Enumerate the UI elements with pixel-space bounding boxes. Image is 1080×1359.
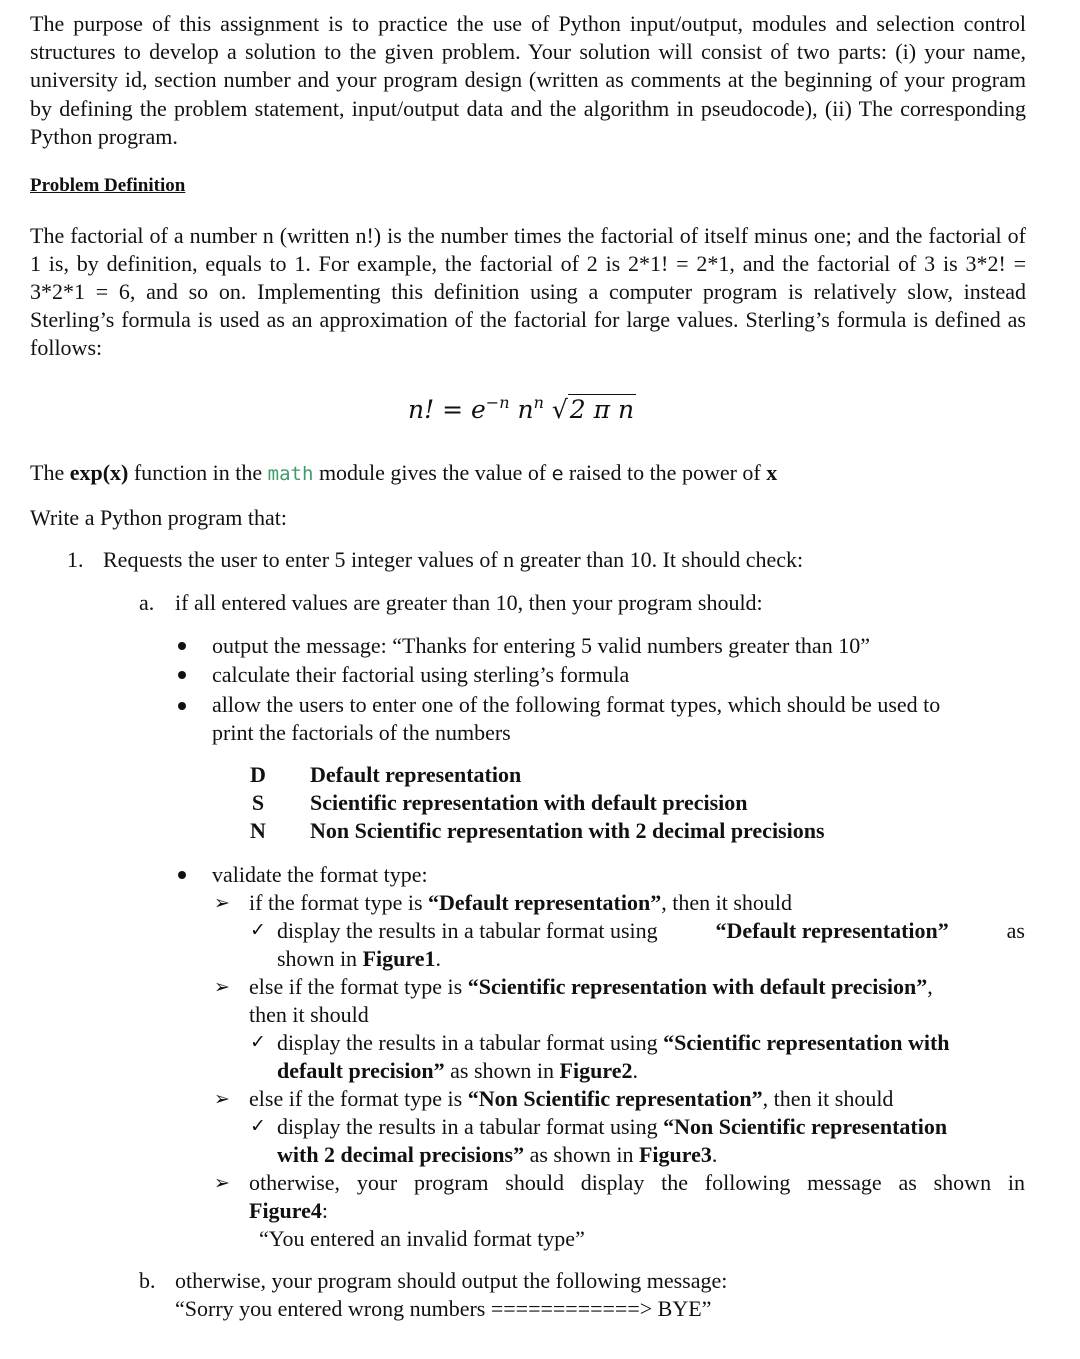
problem-definition-heading: Problem Definition <box>30 175 186 196</box>
figure2-ref: Figure2 <box>559 1058 633 1083</box>
item-b-text: otherwise, your program should output the following message: <box>175 1268 728 1293</box>
cond1-line <box>249 890 792 916</box>
exp-line-pre: The <box>30 460 70 485</box>
cond2d-bold: default precision” <box>277 1058 445 1083</box>
cond1-pre: if the format type is <box>249 890 429 915</box>
cond2-line <box>249 974 933 1000</box>
cond1a-post: as <box>1006 918 1025 943</box>
check-icon: ✓ <box>250 919 266 941</box>
format-label: Scientific representation with default precision <box>310 790 748 815</box>
arrow-icon: ➢ <box>214 1172 230 1194</box>
arrow-icon: ➢ <box>214 1088 230 1110</box>
format-key: N <box>250 818 266 843</box>
cond2-figure-line <box>277 1058 638 1084</box>
cond2c-pre: display the results in a tabular format using <box>277 1030 664 1055</box>
write-line: Write a Python program that: <box>30 505 287 530</box>
cond4b-post: : <box>321 1198 329 1223</box>
cond1a-pre: display the results in a tabular format using <box>277 918 658 943</box>
formula-exp1: −n <box>485 393 510 412</box>
format-key: D <box>250 762 266 787</box>
formula-n: n <box>517 395 534 424</box>
item1-text: Requests the user to enter 5 integer values of n greater than 10. It should check: <box>103 547 804 572</box>
exp-line-mid: function in the <box>128 460 268 485</box>
cond1a-bold: “Default representation” <box>715 918 949 943</box>
cond2c-bold: “Scientific representation with <box>663 1030 950 1055</box>
item-a-letter: a. <box>139 590 155 615</box>
exp-fn: exp(x) <box>69 460 129 485</box>
cond1-display-line <box>277 918 1025 944</box>
check-icon: ✓ <box>250 1031 266 1053</box>
bullet-calculate: calculate their factorial using sterling’s formula <box>212 662 630 687</box>
invalid-format-message: “You entered an invalid format type” <box>259 1226 585 1251</box>
cond3b-bold: with 2 decimal precisions” <box>277 1142 525 1167</box>
sqrt-symbol: √ <box>551 395 568 424</box>
cond1b-pre: shown in <box>277 946 363 971</box>
cond2-post: , <box>927 974 933 999</box>
bullet-dot <box>178 642 186 650</box>
definition-paragraph: The factorial of a number n (written n!) is the number times the factorial of itself minus one; and the factorial of 1 is, by definition, equals to 1. For example, the factorial of 2 is 2*1! = 2*1, and the factorial of 3 is 3*2! = 3*2*1 = 6, and so on. Implementing this definition using a computer program is relatively slow, instead Sterling’s formula is used as an approximation of the factorial for large values. Sterling’s formula is defined as follows: <box>30 223 1026 360</box>
bullet-dot <box>178 871 186 879</box>
cond2-pre: else if the format type is <box>249 974 468 999</box>
bullet-output-message: output the message: “Thanks for entering 5 valid numbers greater than 10” <box>212 633 870 658</box>
cond1-bold: “Default representation” <box>428 890 662 915</box>
format-label: Default representation <box>310 762 522 787</box>
arrow-icon: ➢ <box>214 892 230 914</box>
cond3-display-line <box>277 1114 947 1140</box>
bullet-dot <box>178 671 186 679</box>
exp-line-mid2: module gives the value of <box>313 460 552 485</box>
validate-line: validate the format type: <box>212 862 428 887</box>
cond3-bold: “Non Scientific representation” <box>467 1086 763 1111</box>
figure1-ref: Figure1 <box>362 946 436 971</box>
cond3-line <box>249 1086 893 1112</box>
item1-number: 1. <box>67 547 84 572</box>
cond3-figure-line <box>277 1142 717 1168</box>
bullet-allow-users-cont: print the factorials of the numbers <box>212 720 511 745</box>
cond3b-mid: as shown in <box>524 1142 639 1167</box>
figure4-ref: Figure4 <box>249 1198 322 1223</box>
cond2d-post: . <box>632 1058 638 1083</box>
format-label: Non Scientific representation with 2 decimal precisions <box>310 818 825 843</box>
figure3-ref: Figure3 <box>638 1142 712 1167</box>
item-b-letter: b. <box>139 1268 156 1293</box>
cond2-bold: “Scientific representation with default precision” <box>467 974 928 999</box>
arrow-icon: ➢ <box>214 976 230 998</box>
item-a-text: if all entered values are greater than 10, then your program should: <box>175 590 763 615</box>
cond3-pre: else if the format type is <box>249 1086 468 1111</box>
format-key: S <box>251 790 265 815</box>
cond3b-post: . <box>711 1142 718 1167</box>
exp-line <box>30 460 777 486</box>
cond2d-mid: as shown in <box>444 1058 560 1083</box>
cond4-figure-line <box>249 1198 328 1224</box>
cond2-display-line <box>277 1030 950 1056</box>
exp-line-post: raised to the power of <box>563 460 767 485</box>
sterling-formula <box>408 393 636 424</box>
cond3a-pre: display the results in a tabular format using <box>277 1114 664 1139</box>
formula-exp2: n <box>533 393 544 412</box>
cond1b-post: . <box>435 946 441 971</box>
math-module-code: math <box>267 463 314 485</box>
cond2-then-line: then it should <box>249 1002 369 1027</box>
x-symbol: x <box>766 460 778 485</box>
e-symbol: e <box>551 463 564 485</box>
cond1-figure-line <box>277 946 441 972</box>
bullet-allow-users: allow the users to enter one of the following format types, which should be used to <box>212 692 941 717</box>
formula-radicand: 2 π n <box>569 395 635 424</box>
intro-paragraph: The purpose of this assignment is to practice the use of Python input/output, modules and selection control structures to develop a solution to the given problem. Your solution will consist of two parts: (i) your name, university id, section number and your program design (written as comments at the beginning of your program by defining the problem statement, input/output data and the algorithm in pseudocode), (ii) The corresponding Python program. <box>30 11 1026 149</box>
cond4-line: otherwise, your program should display the following message as shown in <box>249 1170 1025 1195</box>
cond3a-bold: “Non Scientific representation <box>663 1114 948 1139</box>
bullet-dot <box>178 702 186 710</box>
cond1-post: , then it should <box>661 890 793 915</box>
formula-lhs: n! = e <box>408 395 486 424</box>
bye-message: “Sorry you entered wrong numbers ============> BYE” <box>175 1296 712 1321</box>
cond3-post: , then it should <box>762 1086 894 1111</box>
check-icon: ✓ <box>250 1115 266 1137</box>
